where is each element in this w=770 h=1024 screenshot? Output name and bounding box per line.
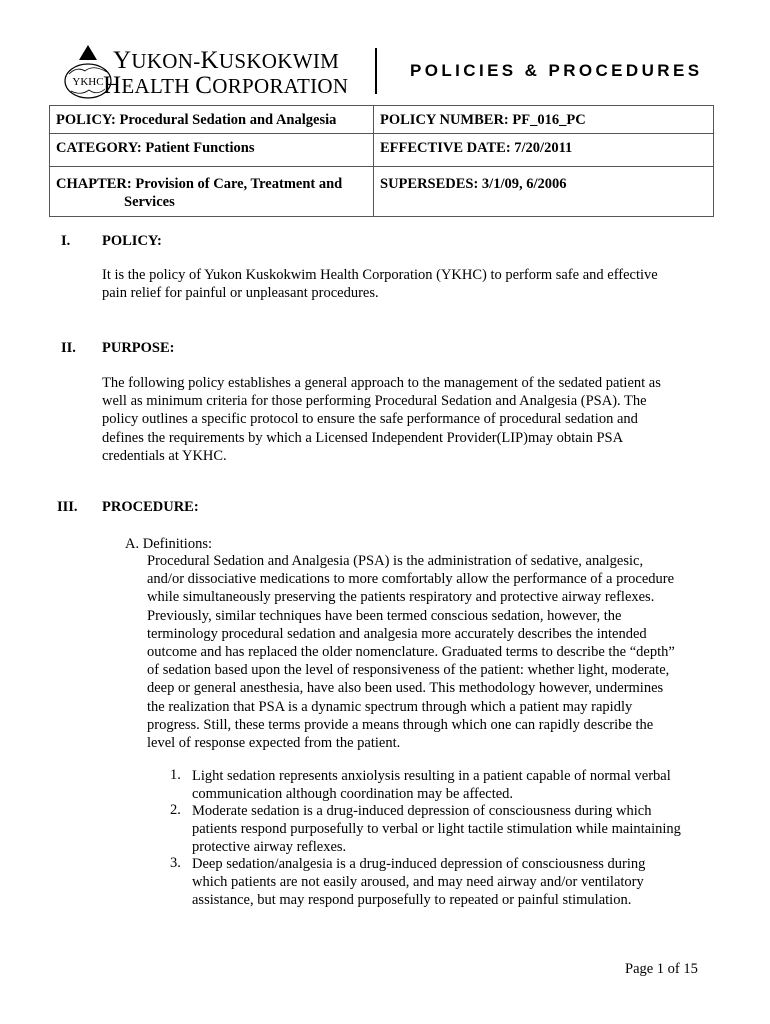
section-number: III. [57,499,78,515]
chapter-cell [50,167,374,217]
supersedes-cell: SUPERSEDES: 3/1/09, 6/2006 [374,167,714,217]
list-item-number: 2. [170,802,181,818]
list-item-number: 3. [170,855,181,871]
section-title: POLICY: [102,233,162,249]
list-item: Light sedation represents anxiolysis resulting in a patient capable of normal verbal communication although coordination may be affected. [192,768,671,803]
section-title: PROCEDURE: [102,499,199,515]
policy-info-table [49,105,714,217]
list-item-number: 1. [170,767,181,783]
list-item: Deep sedation/analgesia is a drug-induced depression of consciousness during which patients are not easily aroused, and may need airway and/or ventilatory assistance, but may respond purposefully to repeated or painful stimulation. [192,856,646,909]
section-title: PURPOSE: [102,340,175,356]
definitions-paragraph: Procedural Sedation and Analgesia (PSA) is the administration of sedative, analgesic, and/or dissociative medications to more comfortably allow the performance of a procedure while simultaneously preserving the patients respiratory and protective airway reflexes. Previously, similar techniques have been termed conscious sedation, however, the terminology procedural sedation and analgesia more accurately describes the intended outcome and has replaced the older nomenclature. Graduated terms to describe the “depth” of sedation based upon the level of responsiveness of the patient: whether light, moderate, deep or general anesthesia, have also been used. This methodology however, undermines the realization that PSA is a dynamic spectrum through which a patient may rapidly progress. Still, these terms provide a means through which one can rapidly describe the level of response expected from the patient. [147,553,675,752]
header-divider [375,48,377,94]
category-cell: CATEGORY: Patient Functions [50,134,374,167]
section-number: I. [61,233,71,249]
effective-date-cell: EFFECTIVE DATE: 7/20/2011 [374,134,714,167]
section-number: II. [61,340,76,356]
logo-abbr: YKHC [72,76,104,88]
list-item: Moderate sedation is a drug-induced depression of consciousness during which patients respond purposefully to verbal or light tactile stimulation while maintaining protective airway reflexes. [192,803,681,856]
chapter-line1: CHAPTER: Provision of Care, Treatment and [56,176,343,192]
policy-name-cell: POLICY: Procedural Sedation and Analgesia [50,106,374,134]
policy-paragraph: It is the policy of Yukon Kuskokwim Health Corporation (YKHC) to perform safe and effective pain relief for painful or unpleasant procedures. [102,267,658,302]
document-type-title: POLICIES & PROCEDURES [410,61,703,80]
org-name-line2: HEALTH CORPORATION [103,72,349,99]
purpose-paragraph: The following policy establishes a general approach to the management of the sedated patient as well as minimum criteria for those performing Procedural Sedation and Analgesia (PSA). The policy outlines a specific protocol to ensure the safe performance of procedural sedation and defines the requirements by which a Licensed Independent Provider(LIP)may obtain PSA credentials at YKHC. [102,375,661,464]
chapter-line2: Services [124,194,175,210]
policy-number-cell: POLICY NUMBER: PF_016_PC [374,106,714,134]
page-number: Page 1 of 15 [625,961,698,977]
subsection-label: A. Definitions: [125,536,212,552]
org-name-line1: YUKON-KUSKOKWIM [113,47,340,74]
